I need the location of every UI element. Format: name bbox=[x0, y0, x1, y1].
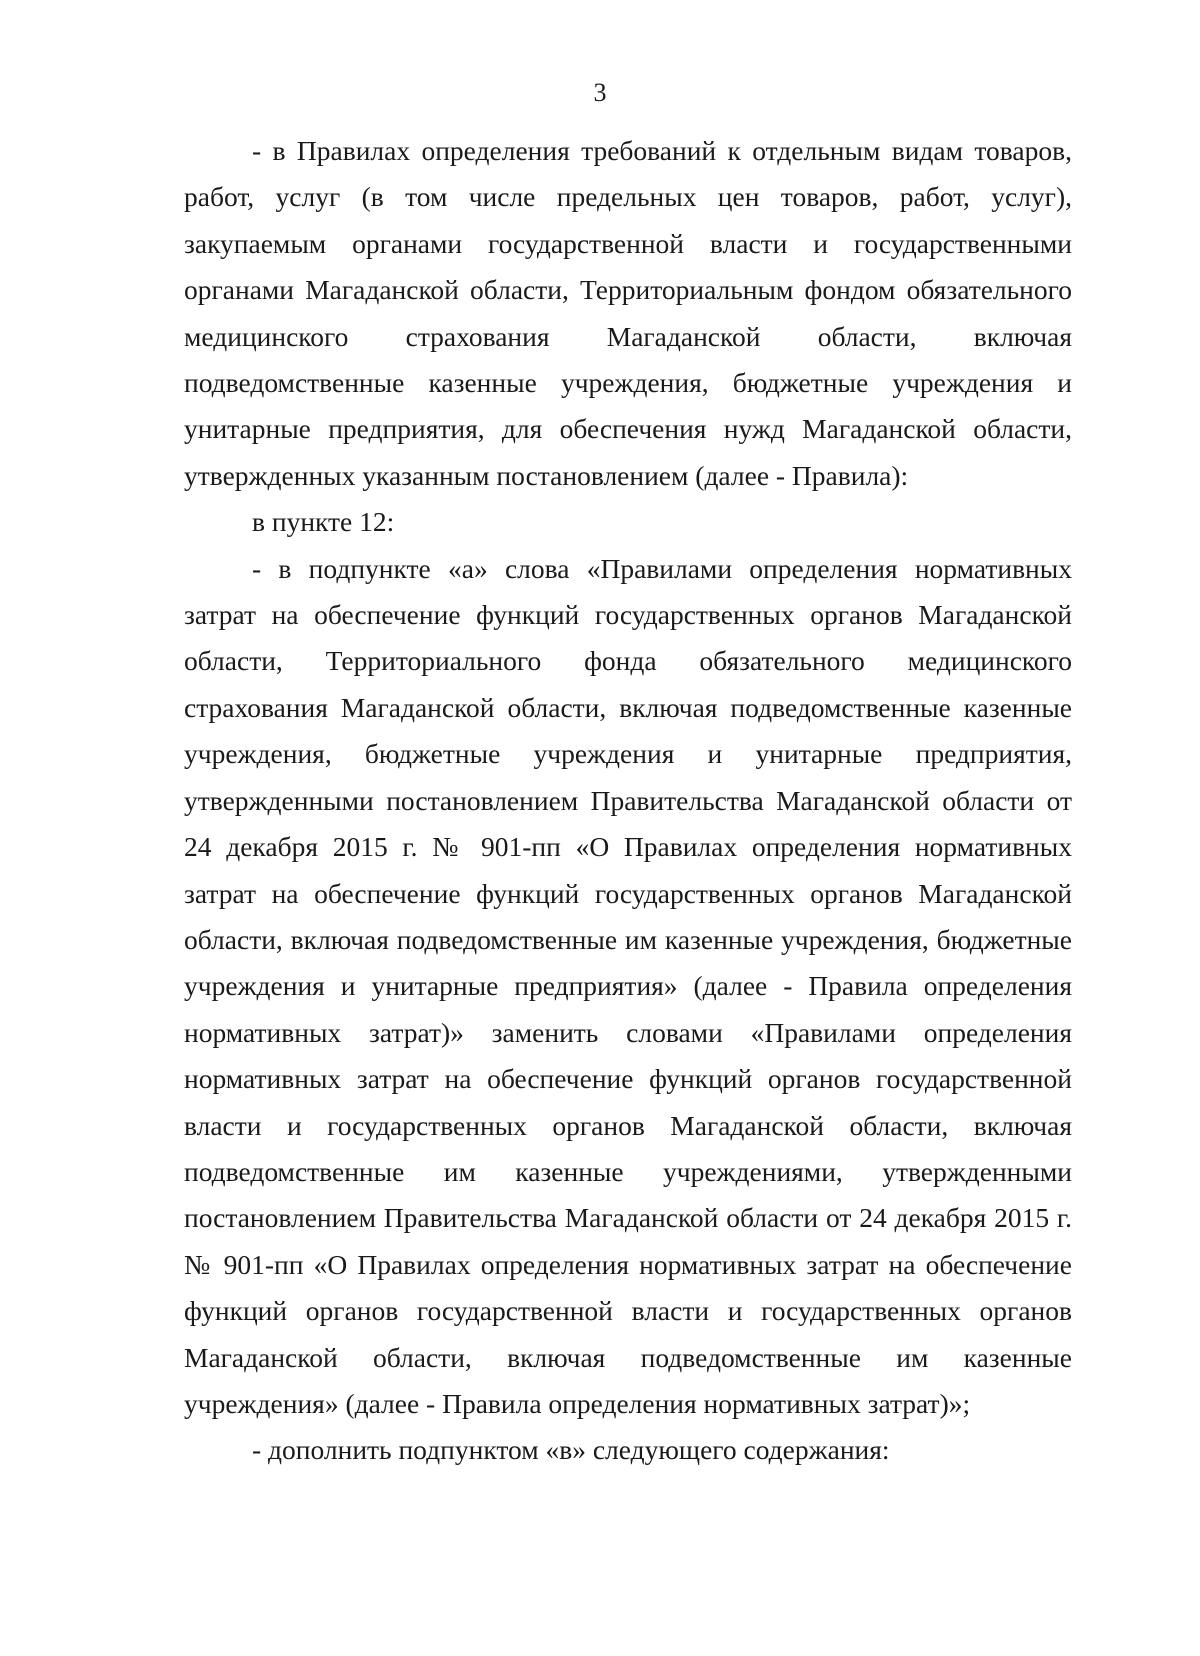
paragraph-item-12: в пункте 12: bbox=[252, 506, 395, 538]
paragraph-add-subitem-v: - дополнить подпунктом «в» следующего содержания: bbox=[252, 1434, 890, 1466]
page-number: 3 bbox=[593, 78, 607, 107]
paragraph-subitem-a: - в подпункте «а» слова «Правилами определения нормативных затрат на обеспечение функций государственных органов Магаданской области, Территориального фонда обязательного медицинского страхования Магаданской области, включая подведомственные казенные учреждения, бюджетные учреждения и унитарные предприятия, утвержденными постановлением Правительства Магаданской области от 24 декабря 2015 г. № 901-пп «О Правилах определения нормативных затрат на обеспечение функций государственных органов Магаданской области, включая подведомственные им казенные учреждения, бюджетные учреждения и унитарные предприятия» (далее - Правила определения нормативных затрат)» заменить словами «Правилами определения нормативных затрат на обеспечение функций органов государственной власти и государственных органов Магаданской области, включая подведомственные им казенные учреждениями, утвержденными постановлением Правительства Магаданской области от 24 декабря 2015 г. № 901-пп «О Правилах определения нормативных затрат на обеспечение функций органов государственной власти и государственных органов Магаданской области, включая подведомственные им казенные учреждения» (далее - Правила определения нормативных затрат)»; bbox=[184, 552, 1072, 1419]
paragraph-rules-amendment: - в Правилах определения требований к отдельным видам товаров, работ, услуг (в том числе предельных цен товаров, работ, услуг), закупаемым органами государственной власти и государственными органами Магаданской области, Территориальным фондом обязательного медицинского страхования Магаданской области, включая подведомственные казенные учреждения, бюджетные учреждения и унитарные предприятия, для обеспечения нужд Магаданской области, утвержденных указанным постановлением (далее - Правила): bbox=[184, 135, 1072, 491]
document-body bbox=[184, 128, 1072, 1474]
